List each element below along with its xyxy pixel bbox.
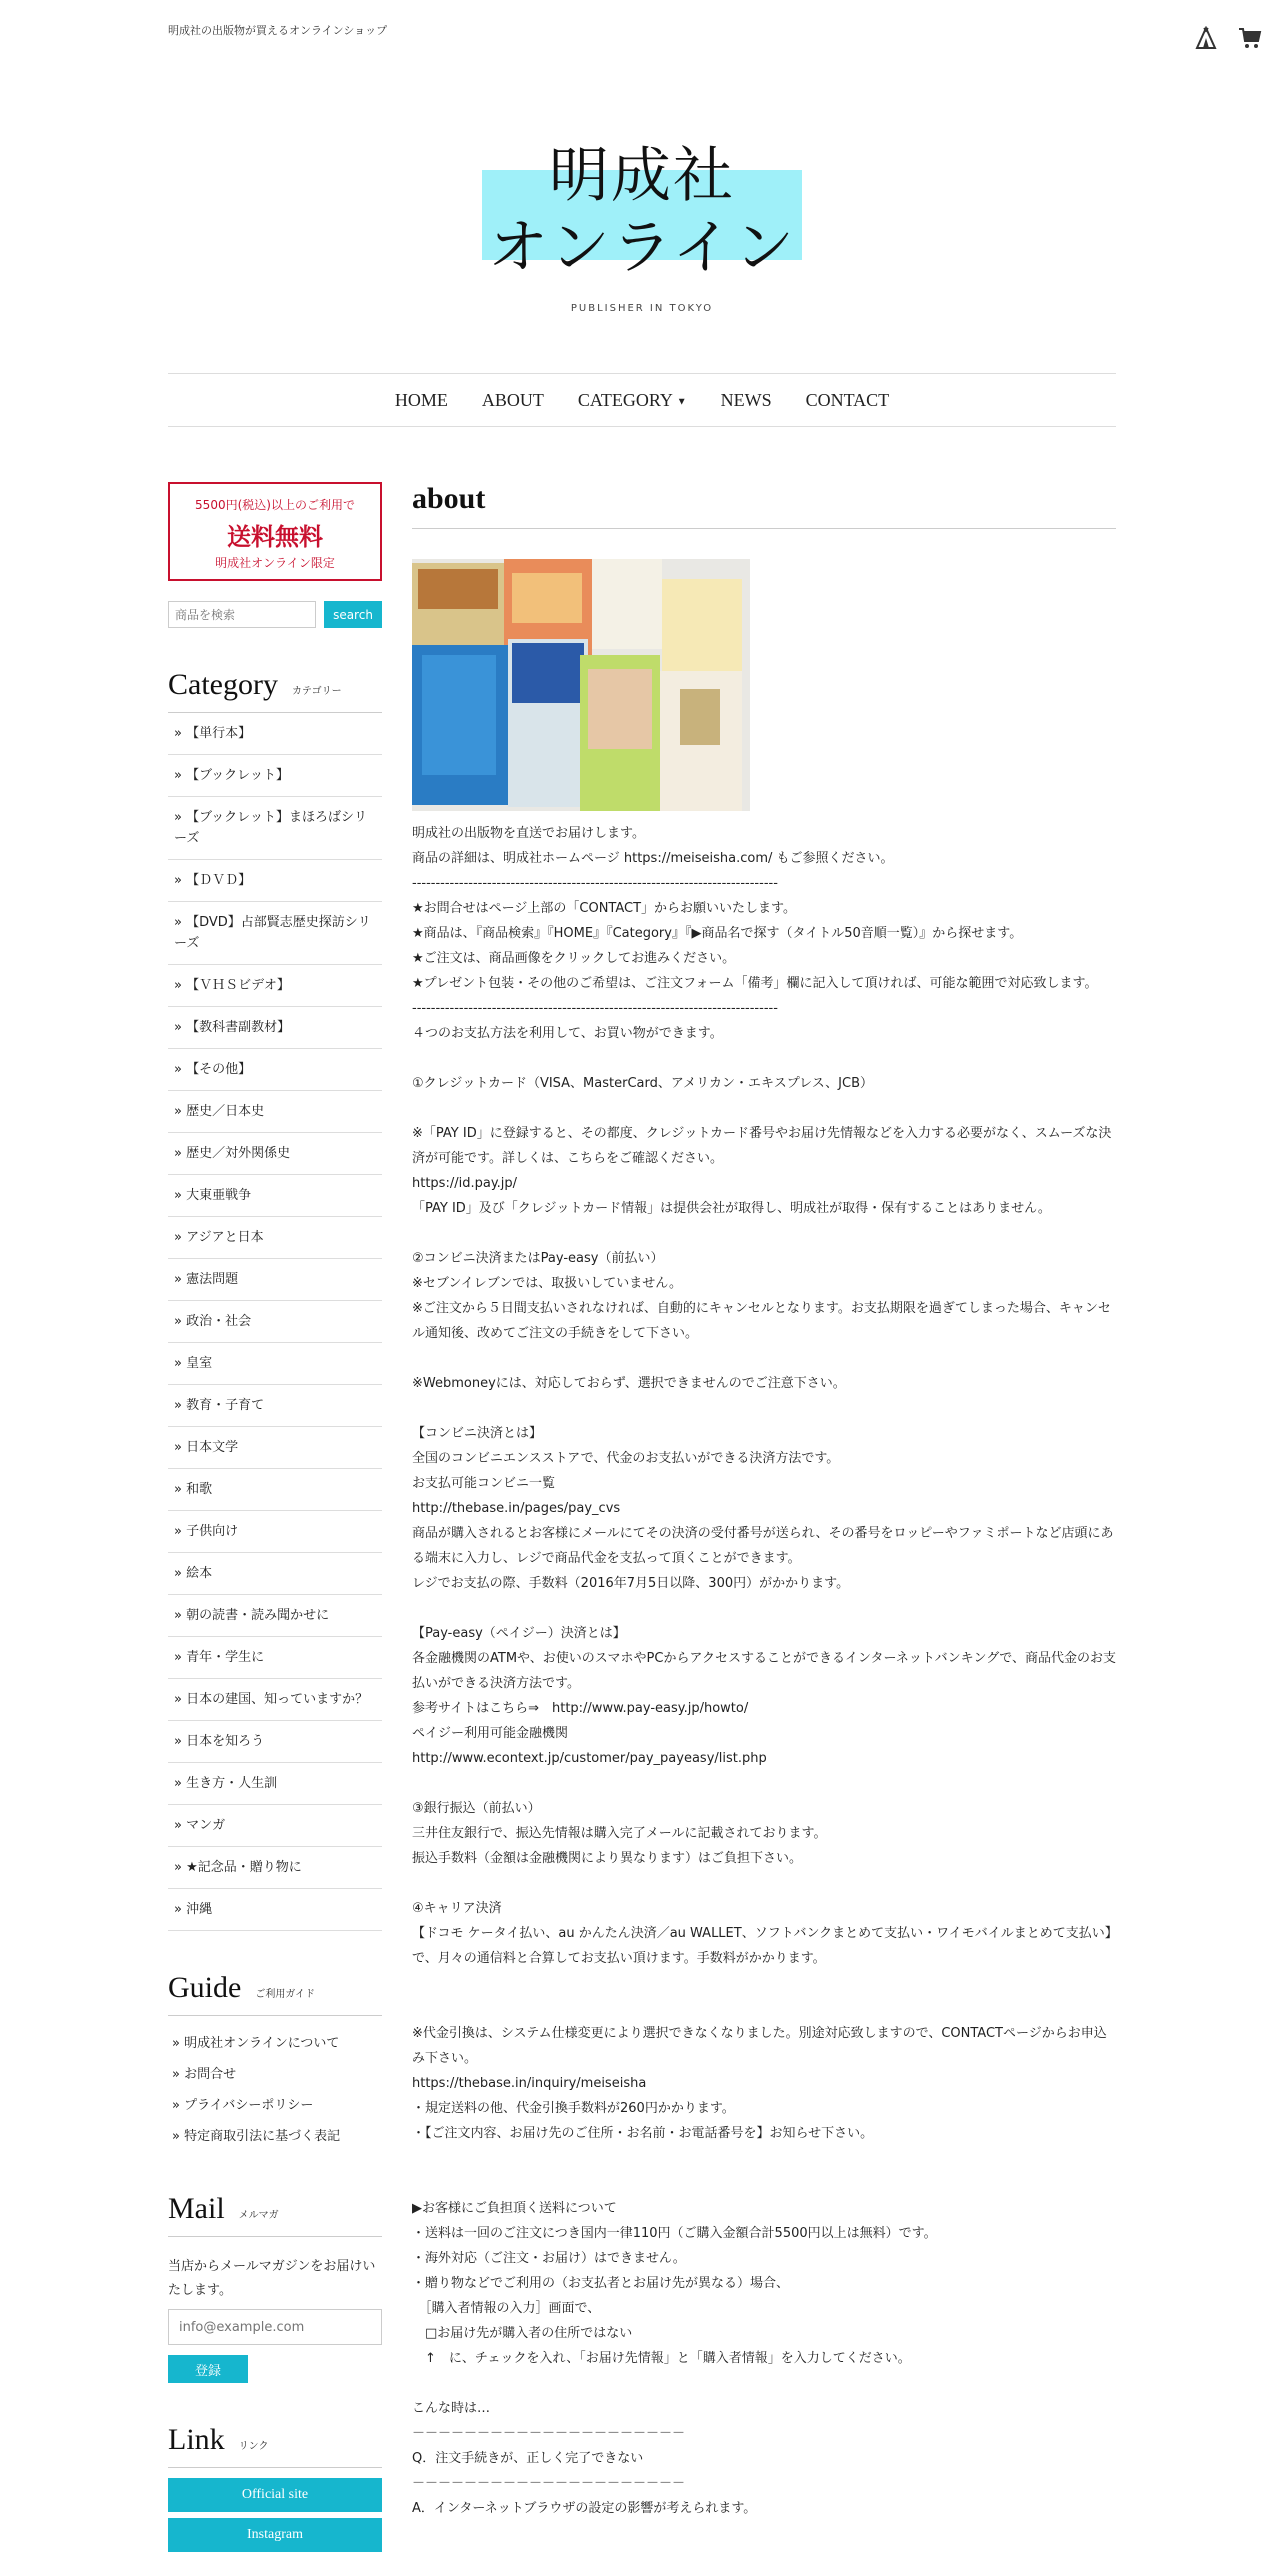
banner-line-3: 明成社オンライン限定 — [215, 556, 335, 570]
category-item[interactable]: » 生き方・人生訓 — [168, 1763, 382, 1805]
category-item[interactable]: » 【ＤＶＤ】 — [168, 860, 382, 902]
search-button[interactable]: search — [324, 601, 382, 628]
mail-heading — [168, 2192, 382, 2237]
nav-news[interactable]: NEWS — [720, 389, 772, 410]
logo-line-2: オンライン — [487, 213, 797, 283]
category-item[interactable]: » 教育・子育て — [168, 1385, 382, 1427]
mail-register-button[interactable]: 登録 — [168, 2355, 248, 2383]
site-logo[interactable] — [480, 140, 804, 284]
global-nav — [168, 373, 1116, 427]
category-item[interactable]: » ★記念品・贈り物に — [168, 1847, 382, 1889]
category-item[interactable]: » 【ブックレット】 — [168, 755, 382, 797]
category-item[interactable]: » 日本の建国、知っていますか？ — [168, 1679, 382, 1721]
category-item[interactable]: » 歴史／日本史 — [168, 1091, 382, 1133]
category-item[interactable]: » 【単行本】 — [168, 713, 382, 755]
mail-title: Mail — [168, 2192, 225, 2225]
category-item[interactable]: » 絵本 — [168, 1553, 382, 1595]
tent-icon[interactable] — [1194, 26, 1218, 50]
category-item[interactable]: » 日本文学 — [168, 1427, 382, 1469]
guide-item[interactable]: » プライバシーポリシー — [172, 2098, 314, 2113]
search-form — [168, 601, 382, 628]
category-item[interactable]: » 歴史／対外関係史 — [168, 1133, 382, 1175]
guide-title: Guide — [168, 1971, 242, 2004]
link-official-site-button[interactable]: Official site — [168, 2478, 382, 2512]
category-item[interactable]: » 沖縄 — [168, 1889, 382, 1931]
page-title: about — [412, 482, 1116, 529]
nav-contact[interactable]: CONTACT — [805, 389, 890, 410]
nav-about[interactable]: ABOUT — [481, 389, 544, 410]
mail-description: 当店からメールマガジンをお届けいたします。 — [168, 2259, 376, 2298]
caret-down-icon: ▼ — [676, 395, 687, 407]
mail-email-field[interactable] — [168, 2309, 382, 2345]
logo-subtitle: PUBLISHER IN TOKYO — [570, 303, 714, 314]
category-item[interactable]: » 青年・学生に — [168, 1637, 382, 1679]
guide-item[interactable]: » 特定商取引法に基づく表記 — [172, 2129, 341, 2144]
category-item[interactable]: » 和歌 — [168, 1469, 382, 1511]
category-item[interactable]: » 大東亜戦争 — [168, 1175, 382, 1217]
sidebar — [168, 482, 382, 2552]
about-body-text: 明成社の出版物を直送でお届けします。 商品の詳細は、明成社ホームページ https://meiseisha.com/ もご参照ください。 ------------------------------------------------------------------------------ ★お問合せはページ上部の「CONTACT」からお願いいたします。 ★商品は、『商品検索』『HOME』『Category』『▶商品名で探す（タイトル50音順一覧）』から探せます。 ★ご注文は、商品画像をクリックしてお進みください。 ★プレゼント包装・その他のご希望は、ご注文フォーム「備考」欄に記入して頂ければ、可能な範囲で対応致します。 ------------------------------------------------------------------------------ ４つのお支払方法を利用して、お買い物ができます。 ①クレジットカード（VISA、MasterCard、アメリカン・エキスプレス、JCB） ※「PAY ID」に登録すると、その都度、クレジットカード番号やお届け先情報などを入力する必要がなく、スムーズな決済が可能です。詳しくは、こちらをご確認ください。 https://id.pay.jp/ 「PAY ID」及び「クレジットカード情報」は提供会社が取得し、明成社が取得・保有することはありません。 ②コンビニ決済またはPay-easy（前払い） ※セブンイレブンでは、取扱いしていません。 ※ご注文から５日間支払いされなければ、自動的にキャンセルとなります。お支払期限を過ぎてしまった場合、キャンセル通知後、改めてご注文の手続きをして下さい。 ※Webmoneyには、対応しておらず、選択できませんのでご注意下さい。 【コンビニ決済とは】 全国のコンビニエンスストアで、代金のお支払いができる決済方法です。 お支払可能コンビニ一覧 http://thebase.in/pages/pay_cvs 商品が購入されるとお客様にメールにてその決済の受付番号が送られ、その番号をロッピーやファミポートなど店頭にある端末に入力し、レジで商品代金を支払って頂くことができます。 レジでお支払の際、手数料（2016年7月5日以降、300円）がかかります。 【Pay-easy（ペイジー）決済とは】 各金融機関のATMや、お使いのスマホやPCからアクセスすることができるインターネットバンキングで、商品代金のお支払いができる決済方法です。 参考サイトはこちら⇒ http://www.pay-easy.jp/howto/ ペイジー利用可能金融機関 http://www.econtext.jp/customer/pay_payeasy/list.php ③銀行振込（前払い） 三井住友銀行で、振込先情報は購入完了メールに記載されております。 振込手数料（金額は金融機関により異なります）はご負担下さい。 ④キャリア決済 【ドコモ ケータイ払い、au かんたん決済／au WALLET、ソフトバンクまとめて支払い・ワイモバイルまとめて支払い】で、月々の通信料と合算してお支払い頂けます。手数料がかかります。 ※代金引換は、システム仕様変更により選択できなくなりました。別途対応致しますので、CONTACTページからお申込み下さい。 https://thebase.in/inquiry/meiseisha ・規定送料の他、代金引換手数料が260円かかります。 ・【ご注文内容、お届け先のご住所・お名前・お電話番号を】お知らせ下さい。 ▶お客様にご負担頂く送料について ・送料は一回のご注文につき国内一律110円（ご購入金額合計5500円以上は無料）です。 ・海外対応（ご注文・お届け）はできません。 ・贈り物などでご利用の（お支払者とお届け先が異なる）場合、 ［購入者情報の入力］画面で、 □お届け先が購入者の住所ではない ↑ に、チェックを入れ、「お届け先情報」と「購入者情報」を入力してください。 こんな時は… －－－－－－－－－－－－－－－－－－－－－ Q．注文手続きが、正しく完了できない －－－－－－－－－－－－－－－－－－－－－ A．インターネットブラウザの設定の影響が考えられます。 — [412, 826, 1116, 2516]
category-item[interactable]: » 子供向け — [168, 1511, 382, 1553]
category-subtitle: カテゴリー — [291, 686, 342, 697]
category-item[interactable]: » 【ＶＨＳビデオ】 — [168, 965, 382, 1007]
guide-item[interactable]: » 明成社オンラインについて — [172, 2036, 340, 2051]
category-item[interactable]: » 【ブックレット】まほろばシリーズ — [168, 797, 382, 860]
banner-line-1: 5500円(税込)以上のご利用で — [195, 498, 355, 512]
nav-category[interactable] — [578, 390, 687, 411]
guide-subtitle: ご利用ガイド — [255, 1989, 316, 2000]
category-heading — [168, 668, 382, 713]
category-item[interactable]: » 日本を知ろう — [168, 1721, 382, 1763]
category-item[interactable]: » 憲法問題 — [168, 1259, 382, 1301]
nav-home[interactable]: HOME — [394, 389, 448, 410]
category-item[interactable]: » 政治・社会 — [168, 1301, 382, 1343]
link-instagram-button[interactable]: Instagram — [168, 2518, 382, 2552]
category-item[interactable]: » 【DVD】占部賢志歴史探訪シリーズ — [168, 902, 382, 965]
search-input[interactable] — [168, 601, 316, 628]
books-photo-illustration — [412, 559, 750, 811]
link-subtitle: リンク — [238, 2441, 269, 2452]
category-item[interactable]: » 【教科書副教材】 — [168, 1007, 382, 1049]
books-photo — [412, 559, 750, 811]
header-icons — [1194, 26, 1262, 50]
category-title: Category — [168, 668, 278, 701]
category-item[interactable]: » 【その他】 — [168, 1049, 382, 1091]
main-content — [412, 482, 1116, 2521]
category-item[interactable]: » 皇室 — [168, 1343, 382, 1385]
free-shipping-banner[interactable] — [168, 482, 382, 581]
banner-line-2: 送料無料 — [227, 523, 323, 551]
guide-list — [168, 2028, 382, 2152]
shop-tagline: 明成社の出版物が買えるオンラインショップ — [168, 24, 388, 37]
category-item[interactable]: » 朝の読書・読み聞かせに — [168, 1595, 382, 1637]
cart-icon[interactable] — [1238, 26, 1262, 50]
category-item[interactable]: » アジアと日本 — [168, 1217, 382, 1259]
link-heading — [168, 2423, 382, 2468]
link-title: Link — [168, 2423, 225, 2456]
mail-subtitle: メルマガ — [238, 2210, 279, 2221]
guide-item[interactable]: » お問合せ — [172, 2067, 237, 2082]
guide-heading — [168, 1971, 382, 2016]
nav-category-label: CATEGORY — [577, 389, 673, 410]
logo-line-1: 明成社 — [549, 141, 735, 211]
category-list — [168, 713, 382, 1931]
category-item[interactable]: » マンガ — [168, 1805, 382, 1847]
